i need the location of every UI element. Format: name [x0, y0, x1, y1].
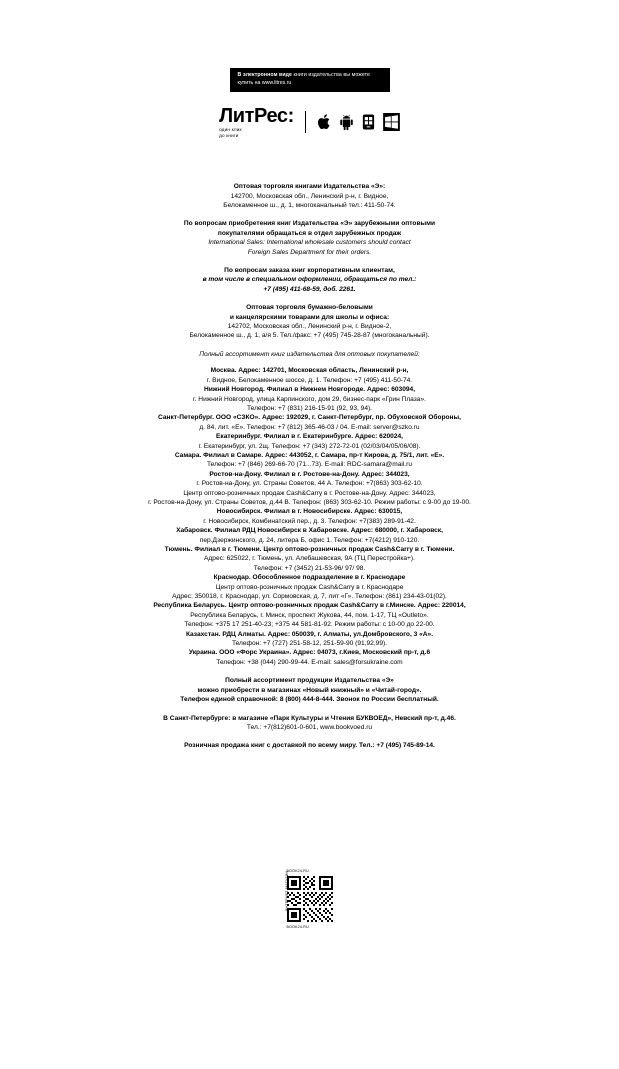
- branch-line: г. Ростов-на-Дону, ул. Страны Советов, 44 А. Телефон: +7(863) 303-62-10.: [196, 480, 423, 488]
- branch-line: пер.Дзержинского, д. 24, литера Б, офис 1. Телефон: +7(4212) 910-120.: [199, 536, 420, 544]
- section-wholesale-trade: [30, 182, 590, 210]
- store-icons: [317, 113, 400, 131]
- branch-line: Адрес: 625022, г. Тюмень, ул. Алебашевская, 9А (ТЦ Перестройка+).: [204, 555, 415, 563]
- branch-line: Нижний Новгород. Филиал в Нижнем Новгороде. Адрес: 603094,: [203, 386, 416, 394]
- page-root: [0, 68, 619, 1069]
- branch-line: г. Нижний Новгород, улица Карпинского, дом 29, бизнес-парк «Грин Плаза».: [193, 395, 426, 403]
- qr-label-top: BOOK24.RU: [286, 869, 309, 873]
- branch-line: д. 84, лит. «Е». Телефон: +7 (812) 365-46-03 / 04. E-mail: server@szko.ru: [199, 423, 420, 431]
- branch-line: Самара. Филиал в Самаре. Адрес: 443052, г. Самара, пр-т Кирова, д. 75/1, лит. «Е».: [174, 451, 445, 459]
- branch-line: г. Екатеринбург, ул. 2щ. Телефон: +7 (343) 272-72-01 (02/03/04/05/06/08).: [198, 442, 421, 450]
- section-stationery-trade: [30, 303, 590, 341]
- divider: [305, 111, 306, 133]
- line: Foreign Sales Department for their orders.: [247, 248, 372, 256]
- litres-promo-bar: [230, 68, 390, 92]
- promo-line-1: [238, 72, 382, 79]
- line: 142700, Московская обл., Ленинский р-н, г. Видное,: [230, 192, 389, 200]
- line: В Санкт-Петербурге: в магазине «Парк Культуры и Чтения БУКВОЕД», Невский пр-т, д.46.: [163, 714, 456, 722]
- windows-icon[interactable]: [383, 113, 400, 131]
- qr-code-icon[interactable]: [287, 876, 333, 922]
- line: Белокаменное ш., д. 1, многоканальный тел.: 411-50-74.: [223, 202, 396, 209]
- branch-line: г. Ростов-на-Дону, ул. Страны Советов, д.44 В. Телефон: (863) 303-62-10. Режим работы: с 9-00 до 19-00.: [148, 498, 471, 506]
- section-assortment-header: [30, 350, 590, 359]
- line: Телефон единой справочной: 8 (800) 444-8-444. Звонок по России бесплатный.: [180, 696, 439, 704]
- branch-line: Казахстан. РДЦ Алматы. Адрес: 050039, г. Алматы, ул.Домбровского, 3 «А».: [185, 630, 434, 638]
- line: По вопросам заказа книг корпоративным клиентам,: [224, 267, 395, 275]
- branch-line: Хабаровск. Филиал РДЦ Новосибирск в Хабаровске. Адрес: 680000, г. Хабаровск,: [176, 527, 443, 535]
- branch-line: Екатеринбург. Филиал в г. Екатеринбурге. Адрес: 620024,: [216, 433, 403, 441]
- qr-label-left: ИНТЕРНЕТ-МАГАЗИН: [284, 870, 289, 912]
- section-retail-delivery: [30, 741, 590, 750]
- qr-label-bottom: BOOK24.RU: [286, 925, 309, 929]
- line: International Sales: International wholesale customers should contact: [208, 239, 411, 247]
- branch-line: Новосибирск. Филиал в г. Новосибирске. Адрес: 630015,: [216, 508, 403, 516]
- line: в том числе в специальном оформлении, обращаться по тел.:: [202, 276, 417, 284]
- section-retail-network: [30, 676, 590, 704]
- branch-line: Ростов-на-Дону. Филиал в г. Ростове-на-Дону. Адрес: 344023,: [209, 470, 410, 478]
- branch-line: Республика Беларусь, г. Минск, проспект Жукова, 44, пом. 1-17, ТЦ «Outleto».: [190, 611, 429, 619]
- section-branches: [30, 366, 590, 667]
- promo-line-1-bold: В электронном виде: [237, 72, 293, 78]
- branch-line: Телефон: +7 (846) 269-66-70 (71...73). E-mail: RDC-samara@mail.ru: [207, 461, 412, 469]
- promo-line-2[interactable]: купить на www.litres.ru: [237, 80, 292, 86]
- branch-line: Телефон: +7 (727) 251-58-12, 251-59-90 (91,92,99).: [231, 640, 388, 648]
- line: можно приобрести в магазинах «Новый книжный» и «Читай-город».: [197, 686, 422, 694]
- litres-banner: [0, 68, 619, 138]
- qr-section: [0, 869, 619, 929]
- branch-line: Республика Беларусь. Центр оптово-розничных продаж Cash&Carry в г.Минске. Адрес: 220014,: [153, 602, 466, 610]
- litres-logo-name: ЛитРес:: [219, 105, 294, 127]
- windows-phone-icon[interactable]: [361, 113, 376, 131]
- branch-line: Украина. ООО «Форс Украина». Адрес: 04073, г.Киев, Московский пр-т, д.6: [188, 649, 431, 657]
- line: Белокаменное ш., д. 1, а/я 5. Тел./факс: +7 (495) 745-28-87 (многоканальный).: [189, 332, 430, 340]
- line: покупателями обращаться в отдел зарубежных продаж: [217, 229, 402, 237]
- line: Оптовая торговля книгами Издательства «Э»:: [233, 183, 386, 191]
- branch-line: Телефон: +375 17 251-40-23; +375 44 581-81-92. Режим работы: с 10-00 до 22-00.: [184, 621, 435, 629]
- line: Тел.: +7(812)601-0-601, www.bookvoed.ru: [246, 723, 373, 731]
- branch-line: Санкт-Петербург. ООО «СЗКО». Адрес: 192029, г. Санкт-Петербург, пр. Обуховской Обороны,: [157, 414, 461, 422]
- line: Оптовая торговля бумажно-беловыми: [246, 304, 373, 312]
- branch-line: Центр оптово-розничных продаж Cash&Carry в г. Краснодаре: [215, 583, 404, 591]
- line: 142702, Московская обл., Ленинский р-н, г. Видное-2,: [227, 323, 392, 331]
- android-icon[interactable]: [339, 113, 354, 131]
- branch-line: Телефон: +38 (044) 290-99-44. E-mail: sales@forsukraine.com: [216, 658, 403, 666]
- section-foreign-sales: [30, 219, 590, 257]
- line: Полный ассортимент книг издательства для оптовых покупателей:: [199, 350, 420, 358]
- branch-line: Центр оптово-розничных продаж Cash&Carry в г. Ростове-на-Дону. Адрес: 344023,: [183, 489, 436, 497]
- section-spb-store: [30, 714, 590, 733]
- litres-logo-tagline-2: до книги: [219, 132, 239, 138]
- line: и канцелярскими товарами для школы и офиса:: [229, 313, 390, 321]
- apple-icon[interactable]: [317, 113, 332, 131]
- section-corporate-orders: [30, 266, 590, 294]
- litres-logo: [219, 106, 294, 138]
- line: Полный ассортимент продукции Издательства «Э»: [225, 677, 394, 685]
- branch-line: г. Новосибирск, Комбинатский пер., д. 3. Телефон: +7(383) 289-91-42.: [203, 517, 416, 525]
- promo-line-1-rest: книги издательства вы можете: [292, 72, 371, 78]
- branch-line: Москва. Адрес: 142701, Московская область, Ленинский р-н,: [210, 367, 409, 375]
- branch-line: Телефон: +7 (831) 216-15-91 (92, 93, 94).: [246, 404, 373, 412]
- branch-line: Тюмень. Филиал в г. Тюмени. Центр оптово-розничных продаж Cash&Carry в г. Тюмени.: [164, 546, 455, 553]
- branch-line: Телефон: +7 (3452) 21-53-96/ 97/ 98.: [253, 564, 366, 572]
- line: Розничная продажа книг с доставкой по всему миру. Тел.: +7 (495) 745-89-14.: [184, 742, 435, 750]
- branch-line: Краснодар. Обособленное подразделение в г. Краснодаре: [213, 574, 406, 582]
- line: +7 (495) 411-68-59, доб. 2261.: [263, 285, 356, 293]
- branch-line: Адрес: 350018, г. Краснодар, ул. Сормовская, д. 7, лит «Г». Телефон: (861) 234-43-01(02).: [172, 593, 447, 601]
- imprint-text: [30, 182, 590, 751]
- line: По вопросам приобретения книг Издательства «Э» зарубежными оптовыми: [183, 220, 436, 228]
- qr-block: [284, 869, 333, 929]
- branch-line: г. Видное, Белокаменное шоссе, д. 1. Телефон: +7 (495) 411-50-74.: [206, 376, 413, 384]
- litres-logo-tagline-1: один клик: [219, 127, 242, 132]
- litres-logo-row: [0, 106, 619, 138]
